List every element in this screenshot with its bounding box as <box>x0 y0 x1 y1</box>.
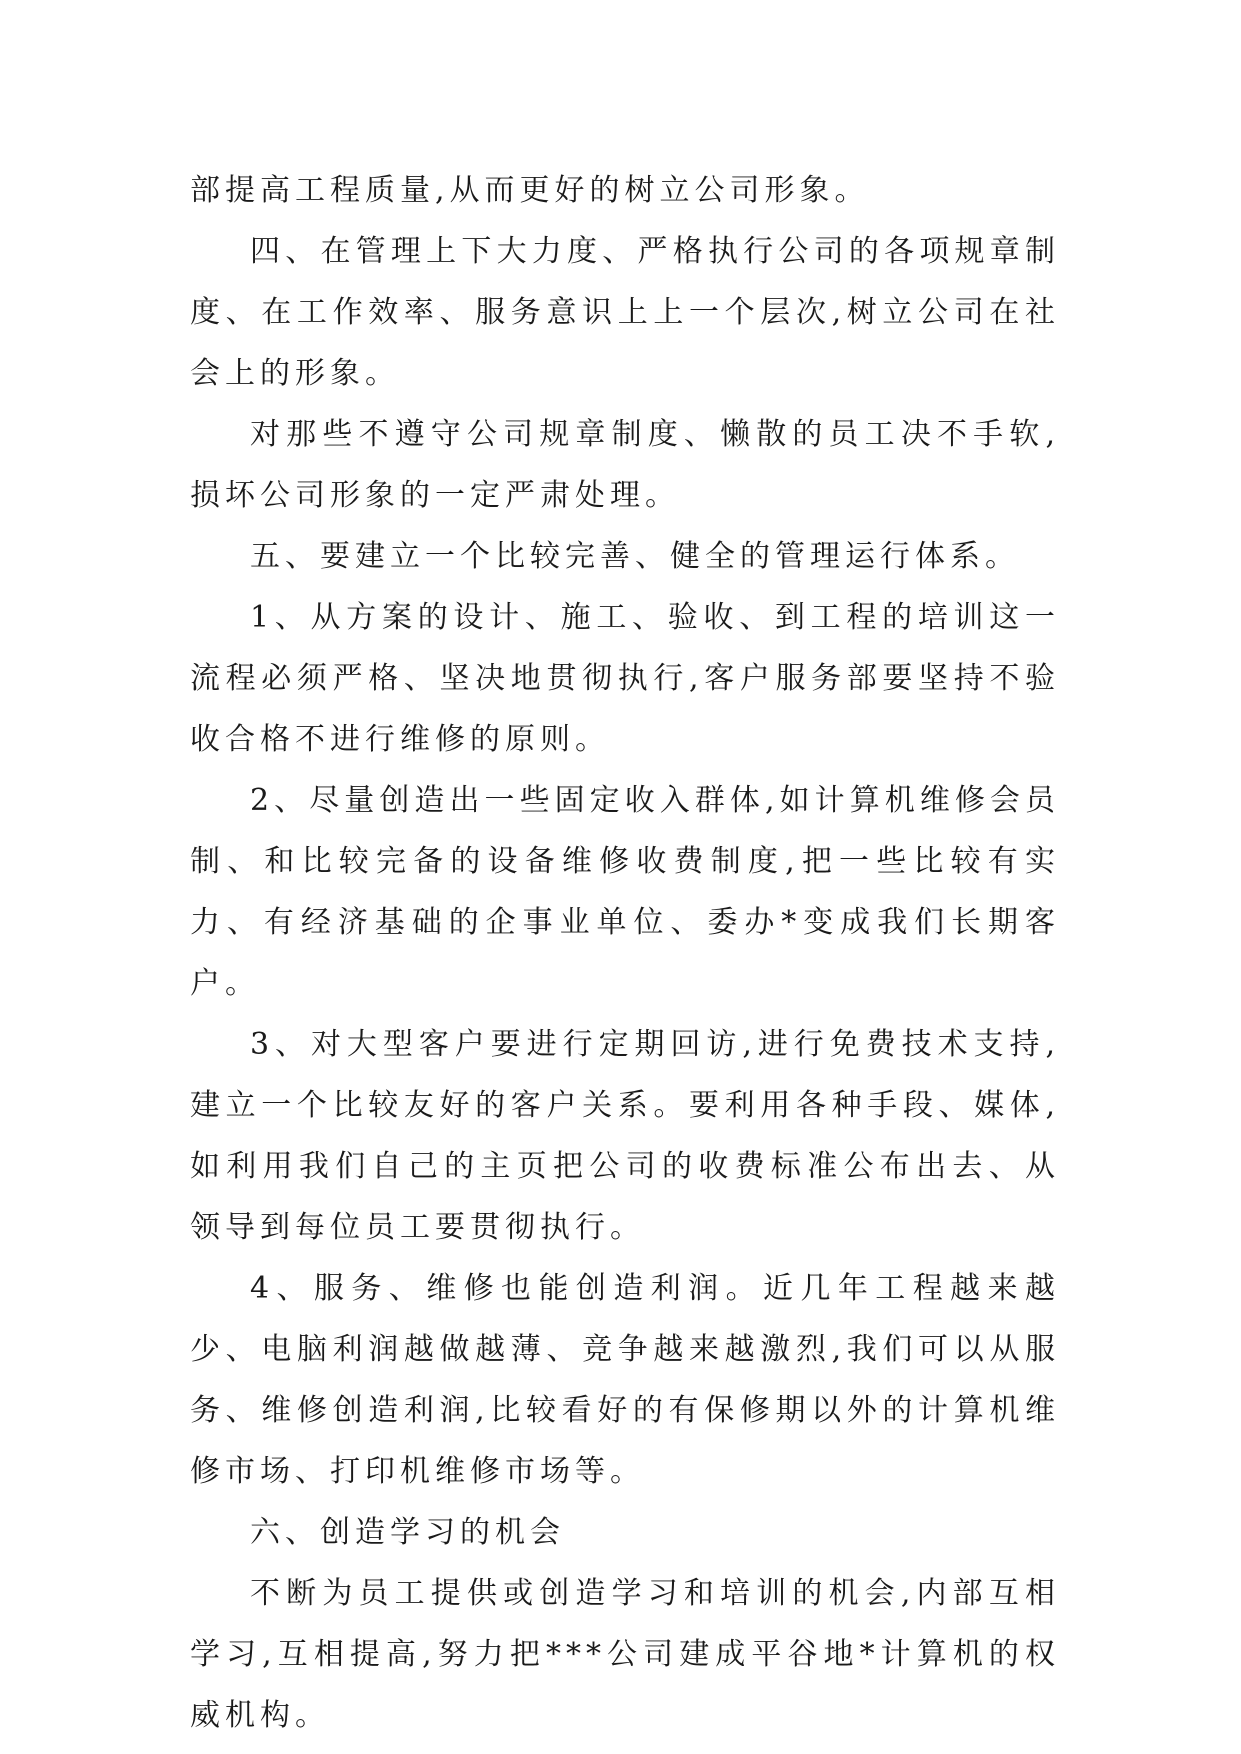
paragraph-continuation: 部提高工程质量,从而更好的树立公司形象。 <box>190 173 870 208</box>
paragraph-item-2: 2、尽量创造出一些固定收入群体,如计算机维修会员制、和比较完备的设备维修收费制度,把一些比较有实力、有经济基础的企事业单位、委办*变成我们长期客户。 <box>190 783 1060 1001</box>
paragraph-item-4: 4、服务、维修也能创造利润。近几年工程越来越少、电脑利润越做越薄、竞争越来越激烈,我们可以从服务、维修创造利润,比较看好的有保修期以外的计算机维修市场、打印机维修市场等。 <box>190 1271 1060 1489</box>
paragraph-item-3: 3、对大型客户要进行定期回访,进行免费技术支持,建立一个比较友好的客户关系。要利用各种手段、媒体,如利用我们自己的主页把公司的收费标准公布出去、从领导到每位员工要贯彻执行。 <box>190 1027 1060 1245</box>
paragraph-discipline: 对那些不遵守公司规章制度、懒散的员工决不手软,损坏公司形象的一定严肃处理。 <box>190 417 1060 513</box>
paragraph-section-five: 五、要建立一个比较完善、健全的管理运行体系。 <box>250 539 1020 574</box>
document-body <box>190 160 1060 1746</box>
paragraph-section-six: 六、创造学习的机会 <box>250 1515 565 1550</box>
paragraph-learning: 不断为员工提供或创造学习和培训的机会,内部互相学习,互相提高,努力把***公司建成平谷地*计算机的权威机构。 <box>190 1576 1060 1733</box>
paragraph-section-four: 四、在管理上下大力度、严格执行公司的各项规章制度、在工作效率、服务意识上上一个层次,树立公司在社会上的形象。 <box>190 234 1060 391</box>
paragraph-item-1: 1、从方案的设计、施工、验收、到工程的培训这一流程必须严格、坚决地贯彻执行,客户服务部要坚持不验收合格不进行维修的原则。 <box>190 600 1060 757</box>
